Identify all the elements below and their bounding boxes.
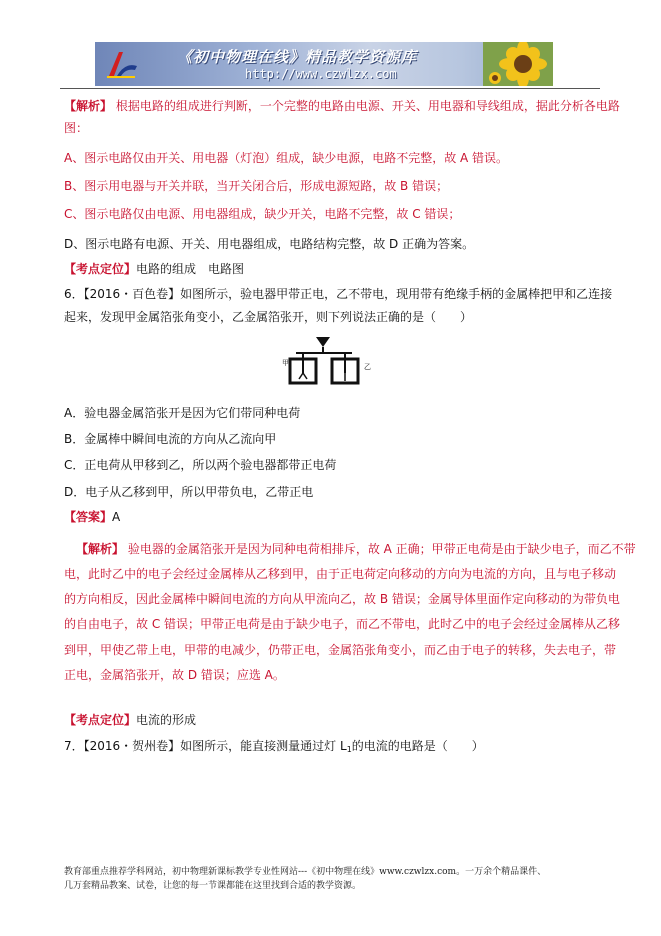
- site-logo-icon: [105, 48, 139, 80]
- site-title: 《初中物理在线》精品教学资源库: [177, 48, 418, 66]
- q6-knowledge-point: 【考点定位】电流的形成: [64, 713, 197, 727]
- header-banner: [95, 42, 553, 86]
- q6-analysis-line6: 正电，金属箔张开，故 D 错误；应选 A。: [64, 668, 285, 682]
- q6-answer: 【答案】A: [64, 510, 121, 524]
- sunflower-icon: [483, 42, 553, 86]
- q6-analysis-line2: 电，此时乙中的电子会经过金属棒从乙移到甲，由于正电荷定向移动的方向为电流的方向，且与电子移动: [64, 567, 617, 581]
- q6-analysis-line3: 的方向相反，因此金属棒中瞬间电流的方向从甲流向乙，故 B 错误；金属导体里面作定向移动的为带负电: [64, 592, 620, 606]
- label-jia: 甲: [282, 359, 289, 367]
- q5-option-d: D、图示电路有电源、开关、用电器组成，电路结构完整，故 D 正确为答案。: [64, 237, 475, 251]
- site-url[interactable]: http://www.czwlzx.com: [245, 67, 397, 81]
- q5-analysis-line1: 【解析】 根据电路的组成进行判断，一个完整的电路由电源、开关、用电器和导线组成，据此分析各电路: [64, 99, 620, 113]
- electroscope-diagram: [282, 335, 380, 387]
- q7-stem: 7．【2016・贺州卷】如图所示，能直接测量通过灯 $L_1$的电流的电路是（ ）: [64, 739, 484, 754]
- q6-stem-line1: 6．【2016・百色卷】如图所示，验电器甲带正电，乙不带电，现用带有绝缘手柄的金属棒把甲和乙连接: [64, 287, 613, 301]
- q6-option-d: D．电子从乙移到甲，所以甲带负电，乙带正电: [64, 485, 314, 499]
- q6-option-c: C．正电荷从甲移到乙，所以两个验电器都带正电荷: [64, 458, 337, 472]
- q6-analysis-line5: 到甲，甲使乙带上电，甲带的电减少，仍带正电，金属箔张角变小，而乙由于电子的转移，失去电子，带: [64, 643, 617, 657]
- q6-option-b: B．金属棒中瞬间电流的方向从乙流向甲: [64, 432, 277, 446]
- q5-analysis-line2: 图：: [64, 121, 89, 135]
- q5-knowledge-point: 【考点定位】电路的组成 电路图: [64, 262, 245, 276]
- q5-option-b: B、图示用电器与开关并联，当开关闭合后，形成电源短路，故 B 错误；: [64, 179, 449, 193]
- q6-analysis-line1: 【解析】 验电器的金属箔张开是因为同种电荷相排斥，故 A 正确；甲带正电荷是由于缺少电子，而乙不带: [76, 542, 636, 556]
- q5-option-a: A、图示电路仅由开关、用电器（灯泡）组成，缺少电源，电路不完整，故 A 错误。: [64, 151, 509, 165]
- footer-line1: 教育部重点推荐学科网站，初中物理新课标教学专业性网站---《初中物理在线》www.czwlzx.com。一万余个精品课件、: [64, 867, 547, 877]
- label-yi: 乙: [364, 363, 371, 371]
- q6-stem-line2: 起来，发现甲金属箔张角变小，乙金属箔张开，则下列说法正确的是（ ）: [64, 310, 473, 324]
- q6-analysis-line4: 的自由电子，故 C 错误；甲带正电荷是由于缺少电子，而乙不带电，此时乙中的电子会经过金属棒从乙移: [64, 617, 621, 631]
- header-divider: [60, 88, 600, 89]
- q6-option-a: A．验电器金属箔张开是因为它们带同种电荷: [64, 406, 301, 420]
- q5-option-c: C、图示电路仅由电源、用电器组成，缺少开关，电路不完整，故 C 错误；: [64, 207, 461, 221]
- footer-line2: 几万套精品教案、试卷，让您的每一节课都能在这里找到合适的教学资源。: [64, 881, 362, 891]
